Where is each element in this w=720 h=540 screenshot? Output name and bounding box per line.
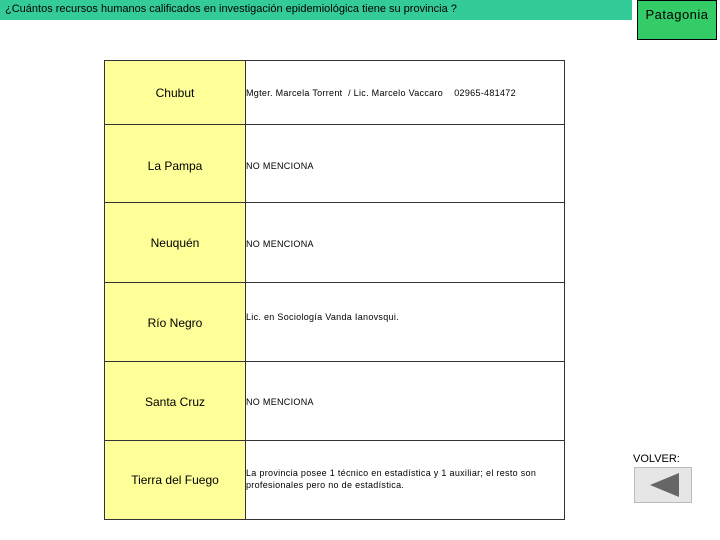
- info-text: Lic. en Sociología Vanda Ianovsqui.: [246, 312, 399, 322]
- province-cell: [105, 203, 246, 283]
- province-name: La Pampa: [147, 159, 203, 173]
- info-text: NO MENCIONA: [246, 239, 314, 249]
- back-label: VOLVER:: [633, 453, 680, 465]
- info-text: NO MENCIONA: [246, 161, 314, 171]
- region-label: Patagonia: [645, 7, 709, 22]
- table-row: [105, 362, 565, 441]
- left-triangle-icon: [635, 468, 691, 502]
- table-row: [105, 125, 565, 203]
- province-name: Santa Cruz: [144, 395, 206, 409]
- back-button[interactable]: [634, 467, 692, 503]
- info-cell: [246, 283, 565, 362]
- province-cell: [105, 362, 246, 441]
- header-bar: [0, 0, 632, 20]
- province-cell: [105, 61, 246, 125]
- province-name: Neuquén: [150, 236, 200, 250]
- provinces-table: [104, 60, 565, 520]
- table-row: [105, 61, 565, 125]
- info-cell: [246, 441, 565, 520]
- province-name: Tierra del Fuego: [131, 473, 219, 487]
- info-text: Mgter. Marcela Torrent / Lic. Marcelo Vaccaro 02965-481472: [246, 88, 516, 98]
- info-cell: [246, 125, 565, 203]
- info-cell: [246, 61, 565, 125]
- province-cell: [105, 441, 246, 520]
- question-title: ¿Cuántos recursos humanos calificados en investigación epidemiológica tiene su provincia ?: [5, 3, 457, 15]
- info-cell: [246, 203, 565, 283]
- province-cell: [105, 283, 246, 362]
- region-badge: [637, 0, 717, 40]
- table-row: [105, 283, 565, 362]
- table-row: [105, 203, 565, 283]
- table-row: [105, 441, 565, 520]
- province-cell: [105, 125, 246, 203]
- province-name: Río Negro: [147, 316, 203, 330]
- info-text: La provincia posee 1 técnico en estadística y 1 auxiliar; el resto son profesionales pero no de estadística.: [246, 468, 537, 490]
- info-text: NO MENCIONA: [246, 397, 314, 407]
- province-name: Chubut: [155, 86, 195, 100]
- info-cell: [246, 362, 565, 441]
